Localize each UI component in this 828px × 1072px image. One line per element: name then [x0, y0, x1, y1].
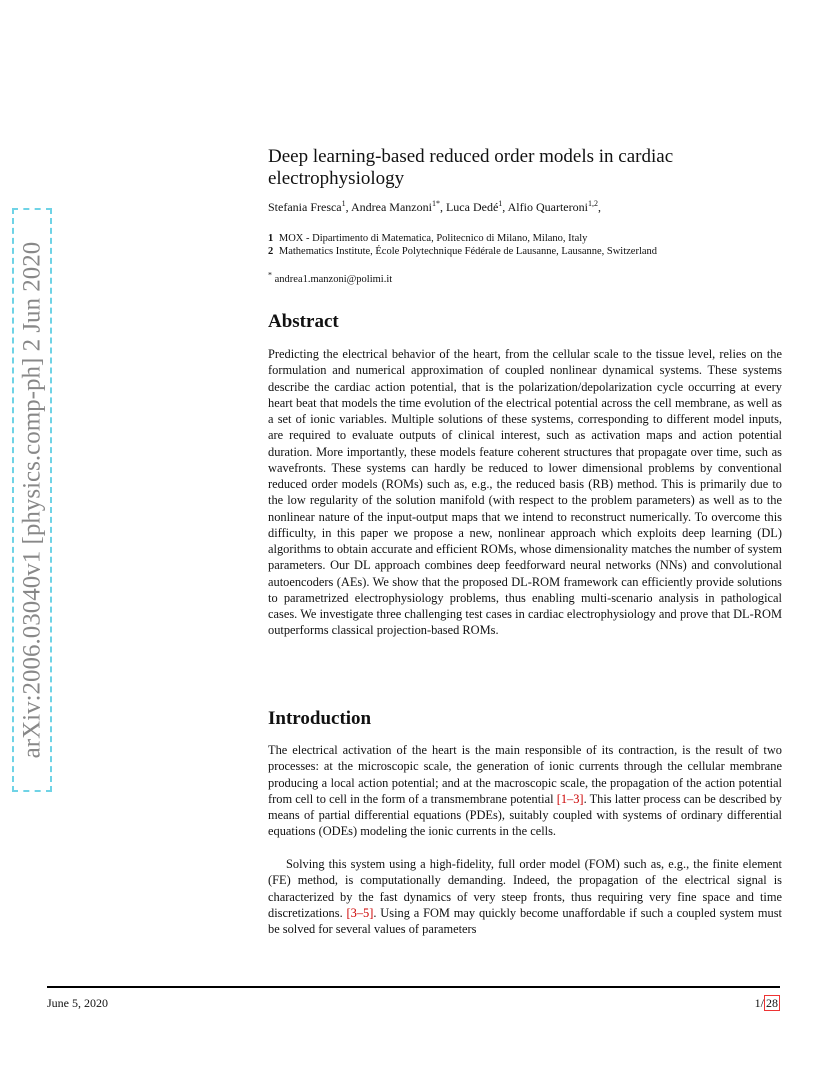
- affiliation: [268, 246, 657, 257]
- author-affil-mark: 1: [341, 199, 346, 208]
- page-number: [755, 996, 780, 1011]
- intro-text: Solving this system using a high-fidelity, full order model (FOM) such as, e.g., the finite element (FE) method, is computationally demanding. Indeed, the propagation of the electrical signal is characterized by the fast dynamics of very steep fronts, thus requiring very fine space and time discretizations.: [268, 857, 782, 920]
- paper-title: Deep learning-based reduced order models in cardiac electrophysiology: [268, 146, 674, 189]
- page-current: 1/: [754, 996, 764, 1010]
- author-affil-mark: 1,2: [587, 199, 598, 208]
- introduction-heading: Introduction: [268, 708, 372, 729]
- affiliation-number: 2: [268, 246, 274, 257]
- author-name: Andrea Manzoni: [350, 200, 432, 214]
- author-affil-mark: 1: [498, 199, 503, 208]
- affiliation-text: Mathematics Institute, École Polytechnique Fédérale de Lausanne, Lausanne, Switzerland: [278, 246, 658, 257]
- email-mark: *: [268, 270, 272, 280]
- author-affil-mark: 1*: [431, 199, 440, 208]
- affiliation-text: MOX - Dipartimento di Matematica, Politecnico di Milano, Milano, Italy: [278, 233, 588, 244]
- author-name: Alfio Quarteroni: [507, 200, 588, 214]
- intro-text: . This latter process can be described by means of partial differential equations (PDEs), suitably coupled with systems of ordinary differential equations (ODEs) modeling the ionic currents in the cells.: [268, 791, 782, 839]
- arxiv-stamp-text: arXiv:2006.03040v1 [physics.comp-ph] 2 Jun 2020: [18, 241, 45, 759]
- intro-text: . Using a FOM may quickly become unaffordable if such a coupled system must be solved for several values of parameters: [268, 905, 782, 936]
- email-address[interactable]: andrea1.manzoni@polimi.it: [274, 274, 393, 285]
- citation-link[interactable]: [3–5]: [346, 905, 374, 920]
- abstract-heading: Abstract: [268, 311, 339, 332]
- intro-paragraph-2: [268, 856, 782, 937]
- author-name: Stefania Fresca: [268, 200, 342, 214]
- author-list: Stefania Fresca$^1$, Andrea Manzoni$^{1*}$, Luca Dedé$^1$, Alfio Quarteroni$^{1,2}$,: [268, 199, 601, 214]
- affiliation: [268, 233, 587, 244]
- citation-link[interactable]: [1–3]: [556, 791, 584, 806]
- footer-rule: [47, 986, 780, 988]
- intro-paragraph-1: [268, 742, 782, 840]
- intro-text: The electrical activation of the heart is the main responsible of its contraction, is the result of two processes: at the microscopic scale, the generation of ionic currents through the cellular membrane producing a local action potential; and at the macroscopic scale, the propagation of the action potential from cell to cell in the form of a transmembrane potential: [268, 743, 782, 806]
- footer-date: June 5, 2020: [47, 996, 108, 1010]
- page-total-link[interactable]: 28: [766, 996, 778, 1010]
- arxiv-stamp: [12, 208, 52, 792]
- affiliation-number: 1: [268, 233, 274, 244]
- abstract-text: Predicting the electrical behavior of the heart, from the cellular scale to the tissue level, relies on the formulation and numerical approximation of coupled nonlinear dynamical systems. These systems describe the cardiac action potential, that is the polarization/depolarization cycle occurring at every heart beat that models the time evolution of the electrical potential across the cell membrane, as well as a set of ionic variables. Multiple solutions of these systems, corresponding to different model inputs, are required to evaluate outputs of clinical interest, such as activation maps and action potential duration. More importantly, these models feature coherent structures that propagate over time, such as wavefronts. These systems can hardly be reduced to lower dimensional problems by conventional reduced order models (ROMs) such as, e.g., the reduced basis (RB) method. This is primarily due to the low regularity of the solution manifold (with respect to the problem parameters) as well as to the nonlinear nature of the input-output maps that we intend to reconstruct numerically. To overcome this difficulty, in this paper we propose a new, nonlinear approach which exploits deep learning (DL) algorithms to obtain accurate and efficient ROMs, whose dimensionality matches the number of system parameters. Our DL approach combines deep feedforward neural networks (NNs) and convolutional autoencoders (AEs). We show that the proposed DL-ROM framework can efficiently provide solutions to parametrized electrophysiology problems, thus enabling multi-scenario analysis in pathological cases. We investigate three challenging test cases in cardiac electrophysiology and prove that DL-ROM outperforms classical projection-based ROMs.: [268, 347, 782, 638]
- corresponding-email: [268, 270, 393, 285]
- author-name: Luca Dedé: [445, 200, 499, 214]
